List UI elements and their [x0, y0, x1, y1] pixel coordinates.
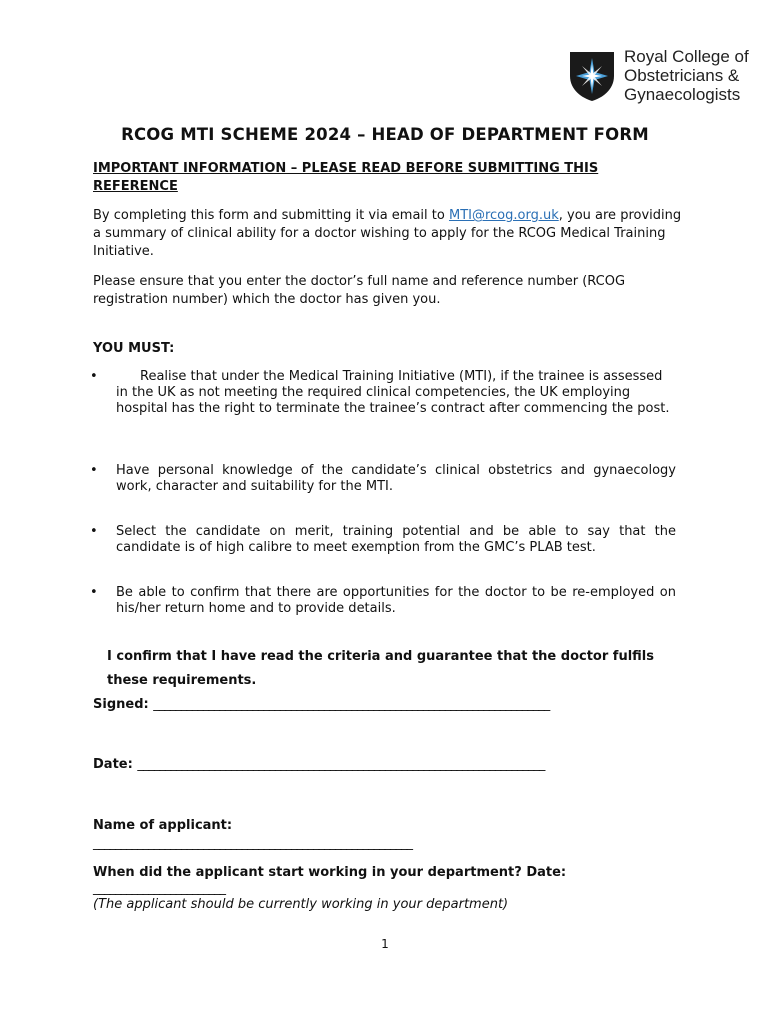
signed-field: [93, 697, 549, 712]
note-text: (The applicant should be currently working in your department): [93, 897, 509, 912]
date-field: [93, 757, 544, 772]
important-heading: IMPORTANT INFORMATION – PLEASE READ BEFORE SUBMITTING THIS REFERENCE: [93, 161, 599, 194]
date-input-line[interactable]: __________________________________________________________________________: [137, 757, 545, 772]
bullet-item-3: Select the candidate on merit, training potential and be able to say that the candidate is of high calibre to meet exemption from the GMC’s PLAB test.: [116, 524, 676, 555]
rcog-wordmark: [624, 47, 749, 104]
bullet-icon: •: [90, 463, 98, 478]
you-must-heading: YOU MUST:: [93, 341, 175, 356]
email-link[interactable]: MTI@rcog.org.uk: [448, 208, 559, 223]
date-label: Date:: [93, 757, 133, 772]
bullet-icon: •: [90, 524, 98, 539]
intro-text-after: , you are providing a summary of clinical ability for a doctor wishing to apply for the RCOG Medical Training Initiative.: [93, 208, 682, 259]
start-date-label: When did the applicant start working in your department? Date:: [93, 865, 567, 880]
bullet-icon: •: [90, 369, 98, 384]
signed-label: Signed:: [93, 697, 149, 712]
confirm-statement: I confirm that I have read the criteria and guarantee that the doctor fulfils these requirements.: [107, 649, 654, 688]
page-title: RCOG MTI SCHEME 2024 – HEAD OF DEPARTMENT FORM: [121, 125, 649, 144]
ensure-paragraph: Please ensure that you enter the doctor’s full name and reference number (RCOG registration number) which the doctor has given you.: [93, 274, 626, 307]
bullet-icon: •: [90, 585, 98, 600]
bullet-item-2: Have personal knowledge of the candidate’s clinical obstetrics and gynaecology work, character and suitability for the MTI.: [116, 463, 676, 494]
bullet-item-4: Be able to confirm that there are opportunities for the doctor to be re-employed on his/her return home and to provide details.: [116, 585, 676, 616]
logo-line-3: Gynaecologists: [624, 85, 741, 104]
logo-line-2: Obstetricians &: [624, 66, 740, 85]
intro-paragraph: [93, 207, 683, 261]
intro-text-before: By completing this form and submitting it via email to: [93, 208, 449, 223]
name-input-line[interactable]: __________________________________________________________: [93, 836, 412, 851]
name-label: Name of applicant:: [93, 818, 233, 833]
rcog-shield-logo: [568, 50, 616, 102]
logo-line-1: Royal College of: [624, 47, 749, 66]
start-date-input-line[interactable]: ________________________: [93, 881, 225, 896]
bullet-item-1: Realise that under the Medical Training Initiative (MTI), if the trainee is assessed in the UK as not meeting the required clinical competencies, the UK employing hospital has the right to terminate the trainee’s contract after commencing the post.: [116, 369, 670, 416]
signed-input-line[interactable]: ________________________________________________________________________: [153, 697, 550, 712]
page-number: 1: [381, 937, 389, 951]
